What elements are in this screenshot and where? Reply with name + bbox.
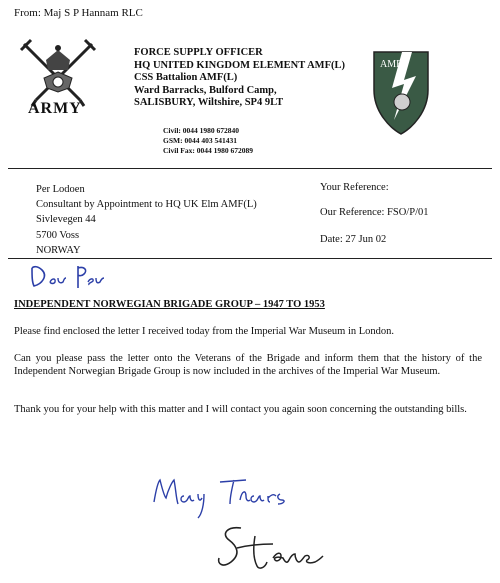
contact-fax: Civil Fax: 0044 1980 672089 (163, 146, 253, 155)
divider (8, 168, 492, 169)
signature-handwriting (215, 522, 325, 577)
recipient-address (36, 182, 257, 258)
our-reference: Our Reference: FSO/P/01 (320, 207, 429, 218)
your-reference: Your Reference: (320, 182, 389, 193)
closing-handwriting (150, 472, 300, 522)
amf-badge-text: AMF (380, 59, 402, 70)
paragraph-3: Thank you for your help with this matter and I will contact you again soon concerning the outstanding bills. (14, 404, 467, 415)
letterhead-line: SALISBURY, Wiltshire, SP4 9LT (134, 97, 284, 108)
from-line: From: Maj S P Hannam RLC (14, 7, 143, 19)
letterhead-line: Ward Barracks, Bulford Camp, (134, 84, 277, 96)
letter-date: Date: 27 Jun 02 (320, 234, 387, 245)
paragraph-1: Please find enclosed the letter I received today from the Imperial War Museum in London. (14, 326, 395, 337)
recipient-country: NORWAY (36, 244, 81, 256)
greeting-text: Dear Per (28, 262, 32, 263)
subject-heading: INDEPENDENT NORWEGIAN BRIGADE GROUP – 1947 TO 1953 (14, 299, 325, 310)
closing-text: Many Thanks (150, 472, 156, 473)
signature-text: Steve (215, 522, 218, 523)
recipient-line: 5700 Voss (36, 229, 80, 241)
letterhead (134, 47, 345, 110)
letterhead-line: HQ UNITED KINGDOM ELEMENT AMF(L) (134, 59, 345, 71)
paragraph-2: Can you please pass the letter onto the Veterans of the Brigade and inform them that the history of the Independent Norwegian Brigade Group is now included in the archives of the Imperial War Museum. (14, 353, 482, 378)
letterhead-line: CSS Battalion AMF(L) (134, 72, 238, 83)
recipient-line: Sivlevegen 44 (36, 214, 96, 226)
recipient-name: Per Lodoen (36, 184, 85, 195)
greeting-handwriting (28, 262, 108, 292)
recipient-line: Consultant by Appointment to HQ UK Elm AMF(L) (36, 199, 257, 211)
army-wordmark: ARMY (28, 100, 82, 117)
letterhead-line: FORCE SUPPLY OFFICER (134, 47, 263, 58)
contact-block (163, 126, 253, 156)
amf-badge-icon (372, 50, 430, 136)
contact-civil: Civil: 0044 1980 672840 (163, 126, 240, 135)
contact-gsm: GSM: 0044 403 541431 (163, 136, 237, 145)
divider (8, 258, 492, 259)
